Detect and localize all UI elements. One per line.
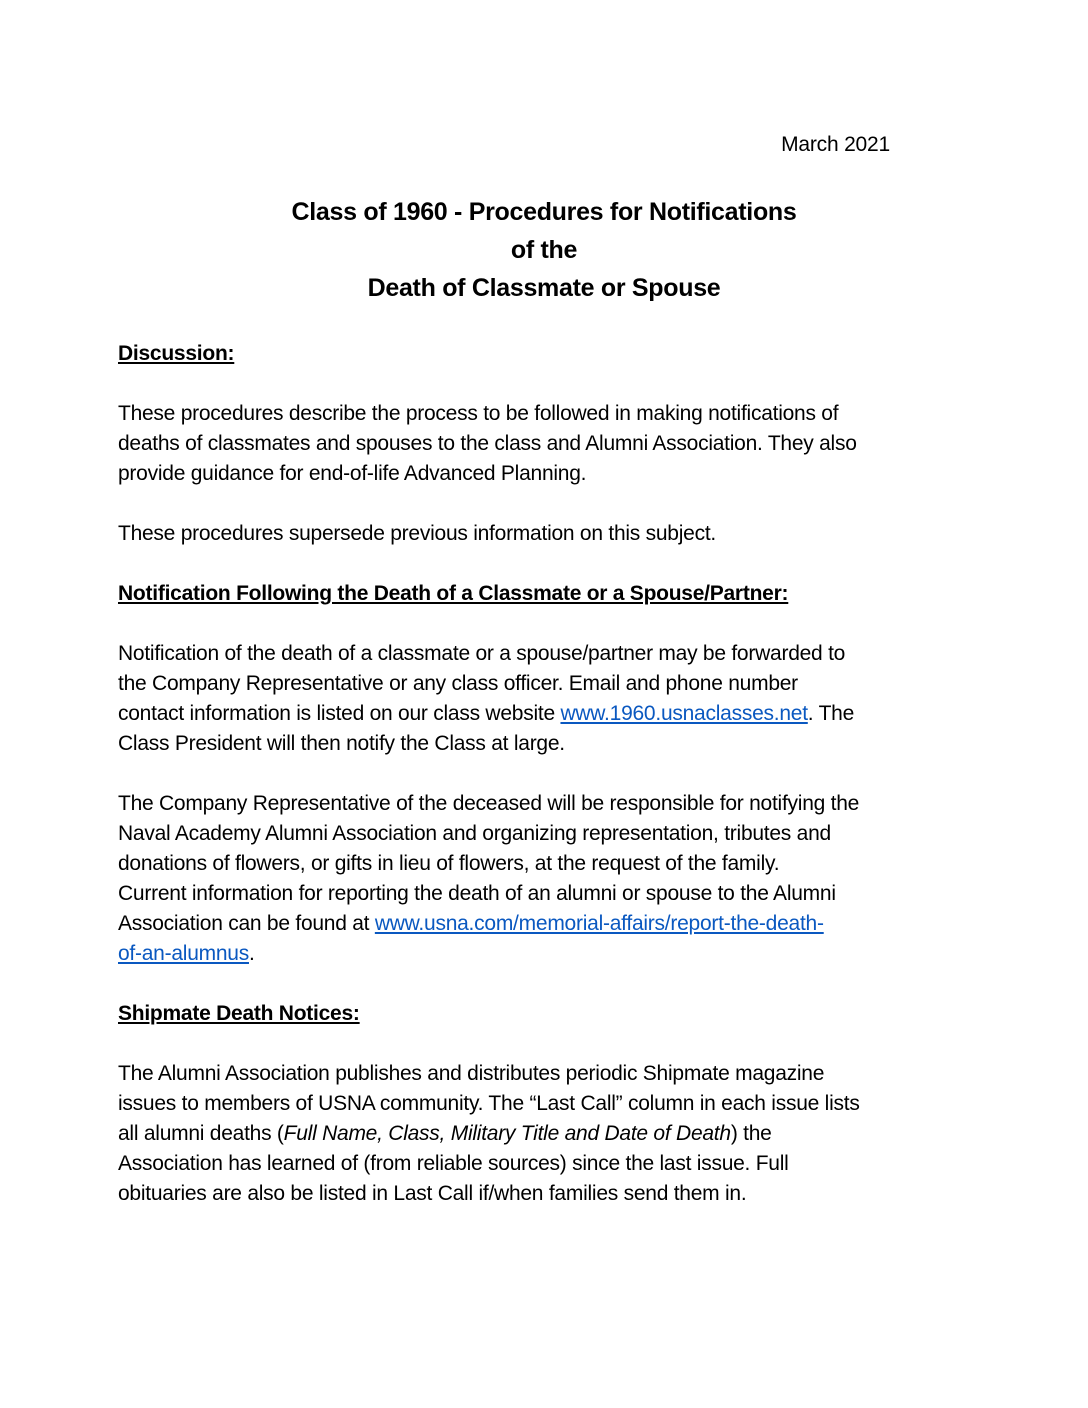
title-line: Death of Classmate or Spouse: [367, 274, 721, 302]
section-heading: Notification Following the Death of a Classmate or a Spouse/Partner:: [118, 582, 789, 605]
document-body: [0, 339, 1088, 1209]
document-date: March 2021: [781, 133, 890, 156]
text-line: [118, 939, 1028, 969]
body-text: Notification of the death of a classmate or a spouse/partner may be forwarded to: [118, 642, 846, 665]
text-line: [118, 399, 1028, 429]
paragraph: [118, 519, 1028, 549]
text-line: [118, 1059, 1028, 1089]
text-line: [118, 849, 1028, 879]
text-line: [118, 1119, 1028, 1149]
body-text: deaths of classmates and spouses to the class and Alumni Association. They also: [118, 432, 857, 455]
text-line: [118, 1089, 1028, 1119]
text-line: [118, 789, 1028, 819]
text-line: [118, 1179, 1028, 1209]
body-text: . The: [807, 702, 855, 725]
body-text: Current information for reporting the death of an alumni or spouse to the Alumni: [118, 882, 836, 905]
title-line: Class of 1960 - Procedures for Notifications: [291, 198, 797, 226]
body-text: These procedures describe the process to be followed in making notifications of: [118, 402, 839, 425]
section-heading: Discussion:: [118, 342, 235, 365]
body-text: contact information is listed on our class website: [118, 702, 561, 725]
body-text: Association has learned of (from reliable sources) since the last issue. Full: [118, 1152, 789, 1175]
text-line: [118, 459, 1028, 489]
text-line: [118, 909, 1028, 939]
document-title: [0, 193, 1088, 307]
body-text: The Alumni Association publishes and distributes periodic Shipmate magazine: [118, 1062, 825, 1085]
text-line: [118, 699, 1028, 729]
body-text: the Company Representative or any class officer. Email and phone number: [118, 672, 798, 695]
paragraph: [118, 789, 1028, 969]
hyperlink[interactable]: www.usna.com/memorial-affairs/report-the-death-: [374, 912, 824, 935]
body-text: obituaries are also be listed in Last Call if/when families send them in.: [118, 1182, 747, 1205]
body-text: all alumni deaths (: [118, 1122, 284, 1145]
body-text: The Company Representative of the deceased will be responsible for notifying the: [118, 792, 860, 815]
body-text: These procedures supersede previous information on this subject.: [118, 522, 717, 545]
text-line: [118, 1149, 1028, 1179]
text-line: [118, 519, 1028, 549]
body-text: Class President will then notify the Class at large.: [118, 732, 565, 755]
body-text: ) the: [730, 1122, 772, 1145]
title-line: of the: [510, 236, 578, 264]
text-line: [118, 669, 1028, 699]
body-text: .: [248, 942, 255, 965]
body-text: issues to members of USNA community. The “Last Call” column in each issue lists: [118, 1092, 860, 1115]
body-text: provide guidance for end-of-life Advanced Planning.: [118, 462, 587, 485]
paragraph: [118, 399, 1028, 489]
text-line: [118, 729, 1028, 759]
text-line: [118, 819, 1028, 849]
text-line: [118, 639, 1028, 669]
hyperlink[interactable]: of-an-alumnus: [118, 942, 249, 965]
text-line: [118, 879, 1028, 909]
hyperlink[interactable]: www.1960.usnaclasses.net: [560, 702, 808, 725]
section-heading: Shipmate Death Notices:: [118, 1002, 360, 1025]
body-text: Association can be found at: [118, 912, 375, 935]
italic-text: Full Name, Class, Military Title and Date of Death: [283, 1122, 731, 1145]
paragraph: [118, 1059, 1028, 1209]
body-text: Naval Academy Alumni Association and organizing representation, tributes and: [118, 822, 831, 845]
text-line: [118, 429, 1028, 459]
body-text: donations of flowers, or gifts in lieu of flowers, at the request of the family.: [118, 852, 780, 875]
paragraph: [118, 639, 1028, 759]
